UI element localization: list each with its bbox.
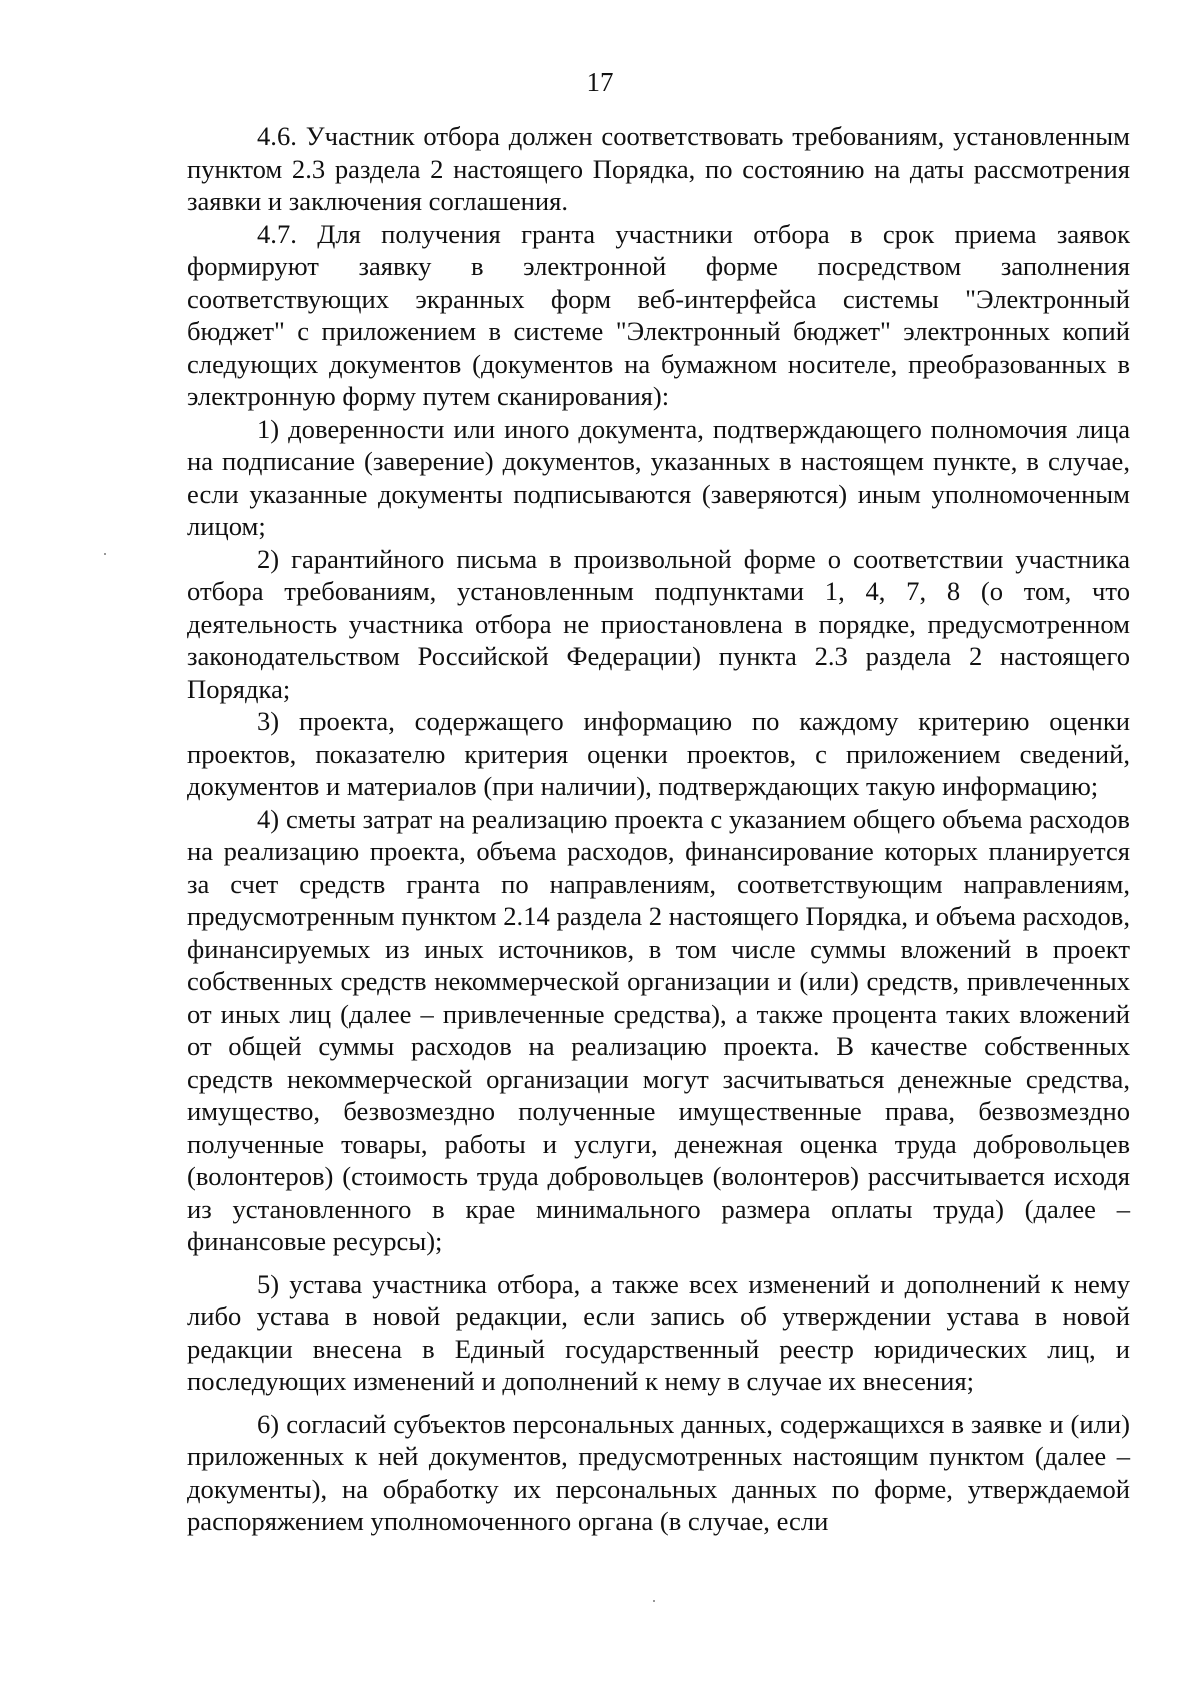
page-number: 17 [586, 67, 614, 97]
document-body [187, 120, 1130, 1538]
list-item-3-project: 3) проекта, содержащего информацию по каждому критерию оценки проектов, показателю критерия оценки проектов, с приложением сведений, документов и материалов (при наличии), подтверждающих такую информацию; [187, 706, 1130, 801]
paragraph-4-6: 4.6. Участник отбора должен соответствовать требованиям, установленным пунктом 2.3 раздела 2 настоящего Порядка, по состоянию на даты рассмотрения заявки и заключения соглашения. [187, 121, 1130, 216]
list-item-4-cost-estimate: 4) сметы затрат на реализацию проекта с указанием общего объема расходов на реализацию проекта, объема расходов, финансирование которых планируется за счет средств гранта по направлениям, соответствующим направлениям, предусмотренным пунктом 2.14 раздела 2 настоящего Порядка, и объема расходов, финансируемых из иных источников, в том числе суммы вложений в проект собственных средств некоммерческой организации и (или) средств, привлеченных от иных лиц (далее – привлеченные средства), а также процента таких вложений от общей суммы расходов на реализацию проекта. В качестве собственных средств некоммерческой организации могут засчитываться денежные средства, имущество, безвозмездно полученные имущественные права, безвозмездно полученные товары, работы и услуги, денежная оценка труда добровольцев (волонтеров) (стоимость труда добровольцев (волонтеров) рассчитывается исходя из установленного в крае минимального размера оплаты труда) (далее – финансовые ресурсы); [187, 803, 1130, 1256]
list-item-6-consents: 6) согласий субъектов персональных данных, содержащихся в заявке и (или) приложенных к ней документов, предусмотренных настоящим пунктом (далее – документы), на обработку их персональных данных по форме, утверждаемой распоряжением уполномоченного органа (в случае, если [187, 1408, 1130, 1536]
list-item-5-charter: 5) устава участника отбора, а также всех изменений и дополнений к нему либо устава в новой редакции, если запись об утверждении устава в новой редакции внесена в Единый государственный реестр юридических лиц, и последующих изменений и дополнений к нему в случае их внесения; [187, 1268, 1130, 1396]
paragraph-4-7: 4.7. Для получения гранта участники отбора в срок приема заявок формируют заявку в электронной форме посредством заполнения соответствующих экранных форм веб-интерфейса системы "Электронный бюджет" с приложением в системе "Электронный бюджет" электронных копий следующих документов (документов на бумажном носителе, преобразованных в электронную форму путем сканирования): [187, 218, 1130, 411]
list-item-1-power-of-attorney: 1) доверенности или иного документа, подтверждающего полномочия лица на подписание (заверение) документов, указанных в настоящем пункте, в случае, если указанные документы подписываются (заверяются) иным уполномоченным лицом; [187, 413, 1130, 541]
list-item-2-guarantee-letter: 2) гарантийного письма в произвольной форме о соответствии участника отбора требованиям, установленным подпунктами 1, 4, 7, 8 (о том, что деятельность участника отбора не приостановлена в порядке, предусмотренном законодательством Российской Федерации) пункта 2.3 раздела 2 настоящего Порядка; [187, 543, 1130, 704]
scan-speck [104, 553, 106, 555]
scan-speck [653, 1600, 655, 1602]
